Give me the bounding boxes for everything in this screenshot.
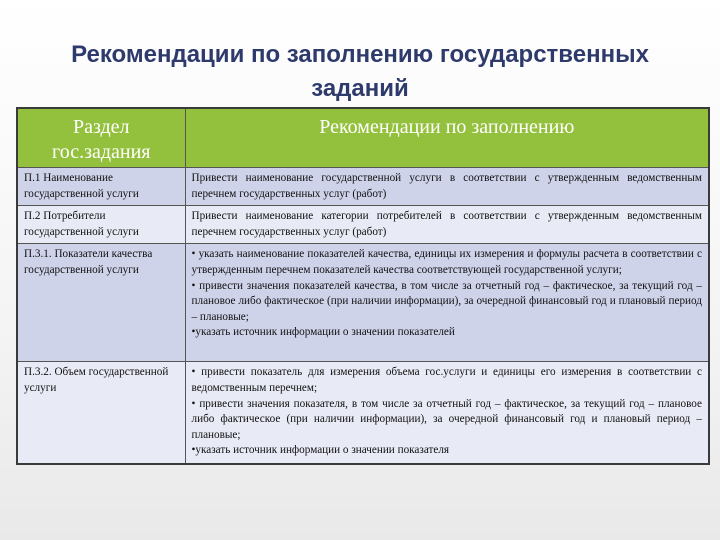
section-cell: П.1 Наименование государственной услуги: [17, 168, 185, 206]
recommendation-cell: [185, 168, 709, 206]
page-title-line2: заданий: [311, 75, 409, 102]
header-section: [17, 108, 185, 168]
page-title-line1: Рекомендации по заполнению государственных: [71, 41, 649, 68]
table-row: [17, 206, 709, 244]
section-cell: П.3.1. Показатели качества государственной услуги: [17, 244, 185, 362]
header-section-line1: Раздел: [72, 116, 130, 138]
table-header-row: [17, 108, 709, 168]
recommendation-bullet: • указать наименование показателей качества, единицы их измерения и формулы расчета в соответствии с утвержденным перечнем показателей качества соответствующей государственной услуги;: [191, 248, 702, 276]
section-cell: П.3.2. Объем государственной услуги: [17, 362, 185, 465]
table-row: [17, 168, 709, 206]
recommendation-bullet: •указать источник информации о значении показателя: [191, 444, 450, 457]
recommendation-bullet: •указать источник информации о значении показателей: [191, 326, 455, 339]
recommendation-bullet: • привести показатель для измерения объема гос.услуги и единицы его измерения в соответствии с ведомственным перечнем;: [191, 366, 702, 394]
header-recommendations: Рекомендации по заполнению: [185, 108, 709, 168]
page-title: [0, 38, 720, 106]
table-row: [17, 362, 709, 465]
recommendation-cell: [185, 244, 709, 362]
recommendation-cell: [185, 362, 709, 465]
recommendation-bullet: • привести значения показателей качества, в том числе за отчетный год – фактическое, за текущий год – плановое либо фактическое (при наличии информации), за очередной финансовый год и плановый период – плановые;: [191, 279, 702, 323]
section-cell: П.2 Потребители государственной услуги: [17, 206, 185, 244]
table-row: [17, 244, 709, 362]
recommendation-text: Привести наименование государственной услуги в соответствии с утвержденным ведомственным перечнем государственных услуг (работ): [191, 172, 702, 200]
recommendations-table: [16, 107, 710, 465]
header-section-line2: гос.задания: [51, 141, 151, 163]
recommendation-cell: [185, 206, 709, 244]
recommendation-bullet: • привести значения показателя, в том числе за отчетный год – фактическое, за текущий год – плановое либо фактическое (при наличии информации), за очередной финансовый год и плановый период – плановые;: [191, 397, 702, 441]
recommendation-text: Привести наименование категории потребителей в соответствии с утвержденным ведомственным перечнем государственных услуг (работ): [191, 210, 702, 238]
